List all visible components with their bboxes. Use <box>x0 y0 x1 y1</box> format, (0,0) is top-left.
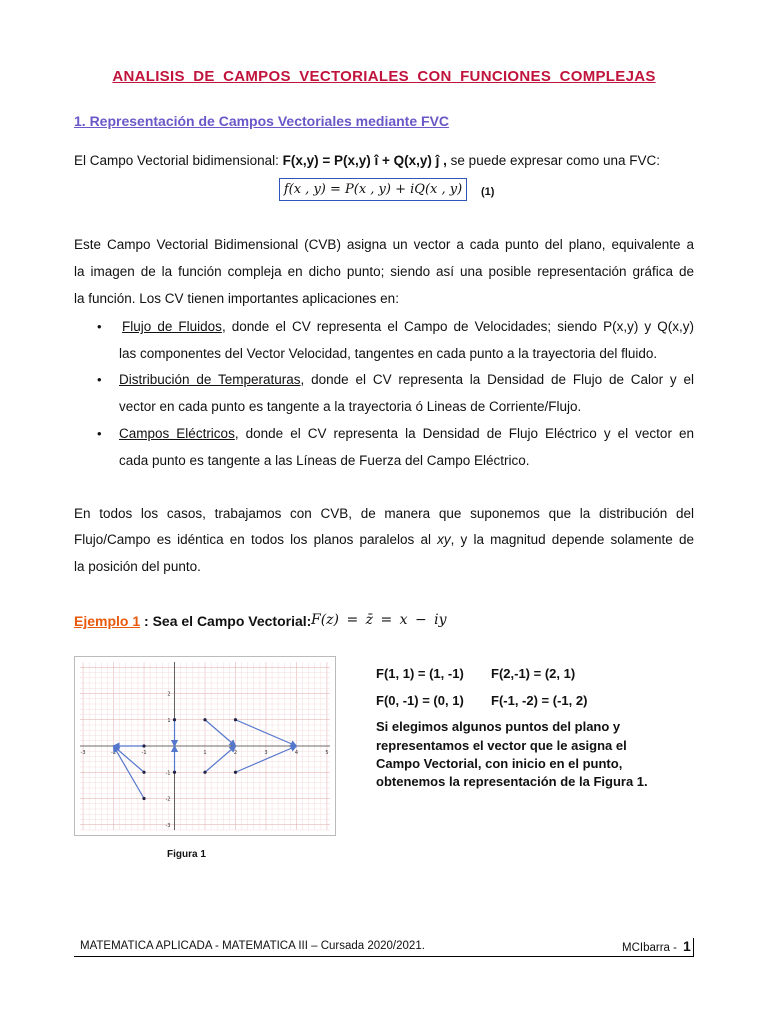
vector-origin-point <box>203 771 206 774</box>
bullet-2-line-1 <box>119 372 694 387</box>
footer-author <box>622 938 691 954</box>
eval-1: F(1, 1) = (1, -1) <box>376 666 464 681</box>
eval-2: F(2,-1) = (2, 1) <box>491 666 576 681</box>
example-label: Ejemplo 1 <box>74 613 141 629</box>
eval-row-1 <box>376 666 576 681</box>
equation-box: f(x , y) = P(x , y) + iQ(x , y) <box>279 178 467 201</box>
para2-post: , y la magnitud depende solamente de <box>450 532 694 547</box>
intro-post: se puede expresar como una FVC: <box>446 153 661 168</box>
x-tick-label: 3 <box>264 750 268 756</box>
footer-vertical-rule <box>693 938 694 957</box>
bullet-1-line-1 <box>122 319 694 334</box>
para1-line-3: la función. Los CV tienen importantes aplicaciones en: <box>74 291 399 306</box>
bullet-3-symbol: • <box>97 426 102 441</box>
x-tick-label: -2 <box>111 750 117 756</box>
bullet-2-symbol: • <box>97 372 102 387</box>
side-para-1: Si elegimos algunos puntos del plano y <box>376 719 621 734</box>
bullet-1-term: Flujo de Fluidos <box>122 319 222 334</box>
intro-vector-expr: F(x,y) = P(x,y) î + Q(x,y) ĵ , <box>282 153 447 168</box>
y-tick-label: -2 <box>165 796 171 803</box>
bullet-3-term: Campos Eléctricos <box>119 426 235 441</box>
page-number: 1 <box>682 938 691 954</box>
x-tick-label: -3 <box>80 750 86 756</box>
footer-course: MATEMATICA APLICADA - MATEMATICA III – Cursada 2020/2021. <box>80 940 425 952</box>
bullet-2-term: Distribución de Temperaturas <box>119 372 301 387</box>
page-title: ANALISIS DE CAMPOS VECTORIALES CON FUNCIONES COMPLEJAS <box>112 68 656 85</box>
x-tick-label: -1 <box>141 750 147 756</box>
y-tick-label: -1 <box>165 770 171 777</box>
figure-caption: Figura 1 <box>167 849 206 860</box>
x-tick-label: 5 <box>325 750 329 756</box>
bullet-2-line-2: vector en cada punto es tangente a la trayectoria ó Lineas de Corriente/Flujo. <box>119 399 582 414</box>
y-tick-label: -3 <box>165 822 171 829</box>
side-para-3: Campo Vectorial, con inicio en el punto, <box>376 756 623 771</box>
para2-line-3: la posición del punto. <box>74 559 201 574</box>
vector-origin-point <box>142 771 145 774</box>
intro-line <box>74 153 694 168</box>
bullet-1-symbol: • <box>97 319 102 334</box>
bullet-1-text: , donde el CV representa el Campo de Velocidades; siendo P(x,y) y Q(x,y) <box>221 319 694 334</box>
intro-pre: El Campo Vectorial bidimensional: <box>74 153 283 168</box>
para2-line-1: En todos los casos, trabajamos con CVB, de manera que suponemos que la distribución del <box>74 506 694 521</box>
bullet-1-line-2: las componentes del Vector Velocidad, tangentes en cada punto a la trayectoria del fluido. <box>119 346 658 361</box>
vector-origin-point <box>142 744 145 747</box>
eval-3: F(0, -1) = (0, 1) <box>376 693 464 708</box>
footer-author-name: MCIbarra - <box>622 942 677 954</box>
vector-origin-point <box>234 718 237 721</box>
example-text: : Sea el Campo Vectorial: <box>140 613 312 629</box>
vector-origin-point <box>142 797 145 800</box>
para2-line-2 <box>74 532 694 547</box>
example-formula: F(z) = z̄ = x − iy <box>311 612 447 628</box>
y-tick-label: 1 <box>167 717 171 724</box>
x-tick-label: 1 <box>203 750 207 756</box>
para1-line-2: la imagen de la función compleja en dicho punto; siendo así una posible representación gráfica de <box>74 264 694 279</box>
eval-row-2 <box>376 693 588 708</box>
para2-var: xy <box>437 532 451 547</box>
x-tick-label: 4 <box>294 750 299 756</box>
y-tick-label: 2 <box>167 691 171 698</box>
side-para-2: representamos el vector que le asigna el <box>376 738 627 753</box>
section-heading: 1. Representación de Campos Vectoriales mediante FVC <box>74 113 450 129</box>
example-heading <box>74 613 311 629</box>
vector-origin-point <box>234 771 237 774</box>
footer-rule <box>74 956 694 957</box>
bullet-2-text: , donde el CV representa la Densidad de Flujo de Calor y el <box>300 372 694 387</box>
equation-number: (1) <box>481 186 495 198</box>
bullet-3-line-2: cada punto es tangente a las Líneas de Fuerza del Campo Eléctrico. <box>119 453 530 468</box>
para2-pre: Flujo/Campo es idéntica en todos los planos paralelos al <box>74 532 438 547</box>
vector-origin-point <box>173 771 176 774</box>
eval-4: F(-1, -2) = (-1, 2) <box>491 693 588 708</box>
bullet-3-line-1 <box>119 426 694 441</box>
vector-field-plot <box>74 656 336 836</box>
vector-origin-point <box>203 718 206 721</box>
side-para-4: obtenemos la representación de la Figura 1. <box>376 774 648 789</box>
x-tick-label: 2 <box>233 750 238 756</box>
para1-line-1: Este Campo Vectorial Bidimensional (CVB) asigna un vector a cada punto del plano, equivalente a <box>74 237 694 252</box>
bullet-3-text: , donde el CV representa la Densidad de Flujo Eléctrico y el vector en <box>234 426 694 441</box>
vector-origin-point <box>173 718 176 721</box>
